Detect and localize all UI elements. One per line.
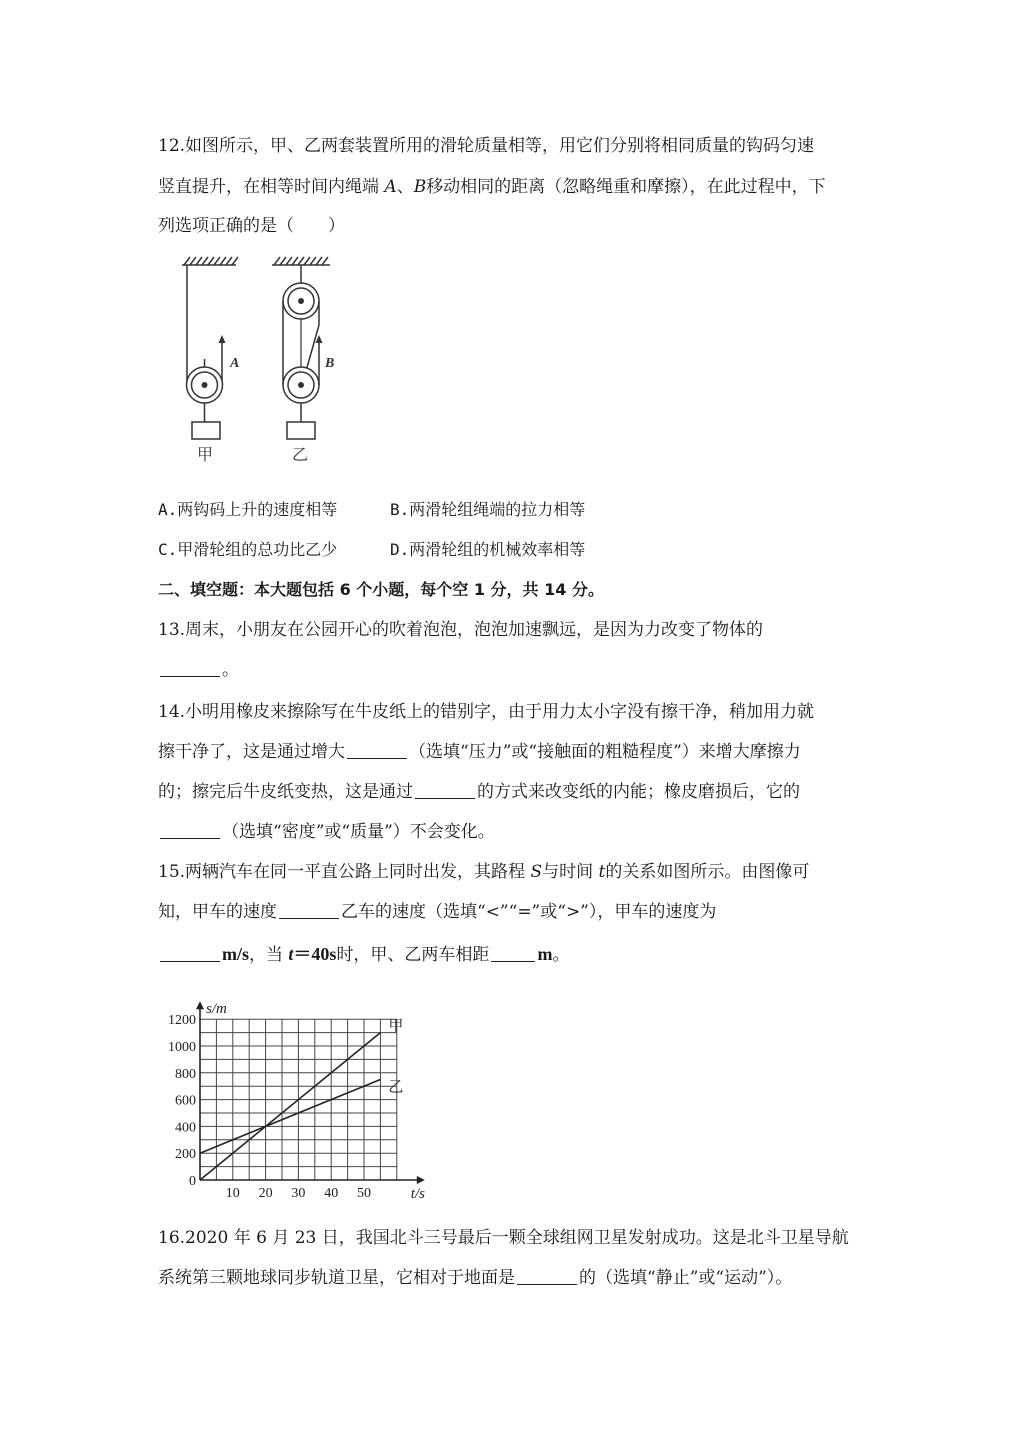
series-label-2: 乙 [388,1079,404,1096]
y-tick-label: 800 [175,1066,196,1082]
q12-var-a: A [384,177,397,197]
label-a: A [230,356,240,371]
q14-line2-b: （选填“压力”或“接触面的粗糙程度”）来增大摩擦力 [409,742,801,762]
q15-line3 [158,942,569,967]
q14-blank-2 [415,782,475,799]
q12-line2-b: 移动相同的距离（忽略绳重和摩擦），在此过程中，下 [426,177,826,197]
q14-line4 [158,820,495,844]
q15-line2-a: 知，甲车的速度 [158,902,277,922]
q12-line3: 列选项正确的是（ ） [158,216,345,236]
pulley-yi-movable [283,367,319,422]
q12-line2-a: 竖直提升，在相等时间内绳端 [158,177,385,197]
ceiling-yi [272,257,330,265]
y-tick-label: 1200 [168,1013,196,1029]
q16-line2 [158,1266,792,1290]
q12-option-c: C.甲滑轮组的总功比乙少 [158,540,338,559]
x-tick-label: 50 [357,1186,371,1201]
caption-jia: 甲 [197,447,214,464]
q15-unit-ms: m/s [222,944,249,964]
series-label-1: 甲 [388,1018,404,1035]
q14-line4-b: （选填“密度”或“质量”）不会变化。 [222,822,495,842]
q12-option-b: B.两滑轮组绳端的拉力相等 [390,500,586,519]
q12-option-a: A.两钩码上升的速度相等 [158,500,338,519]
q12-var-b: B [413,177,427,197]
pulley-yi-fixed [283,283,319,319]
q14-line1: 14.小明用橡皮来擦除写在牛皮纸上的错别字，由于用力太小字没有擦干净，稍加用力就 [158,702,815,722]
label-b: B [325,356,335,371]
q16-line2-b: 的（选填“静止”或“运动”）。 [579,1268,793,1288]
caption-yi: 乙 [292,447,309,464]
q15-line3-a: ，当 [249,945,289,965]
y-tick-label: 1000 [168,1040,196,1055]
q15-var-t2: t [288,944,294,964]
weight-jia [192,422,220,439]
q15-line2 [158,900,716,924]
series-line-1 [200,1033,380,1180]
x-axis-label: t/s [410,1186,425,1202]
q15-line1 [158,860,809,884]
q15-line3-b: 时，甲、乙两车相距 [336,945,490,965]
chart-series [200,1018,403,1180]
x-tick-label: 30 [291,1186,306,1201]
y-tick-label: 400 [175,1120,196,1136]
q15-line2-b: 乙车的速度（选填“<”“=”或“>”），甲车的速度为 [341,902,717,922]
x-tick-label: 40 [324,1186,339,1201]
q13-end: 。 [222,660,239,680]
distance-time-chart [150,985,430,1205]
section-heading: 二、填空题：本大题包括 6 个小题，每个空 1 分，共 14 分。 [158,580,604,599]
q12-line1: 12.如图所示，甲、乙两套装置所用的滑轮质量相等，用它们分别将相同质量的钩码匀速 [158,136,815,156]
q15-line1-b: 与时间 [542,862,599,882]
q14-line2 [158,740,801,764]
q12-line2 [158,175,826,199]
q15-end: 。 [552,945,570,965]
weight-yi [287,422,315,439]
q15-var-t: t [598,862,606,882]
y-axis-label: s/m [206,1001,227,1018]
q15-blank-1 [279,902,339,919]
q12-sep: 、 [396,177,414,197]
q12-option-d: D.两滑轮组的机械效率相等 [390,540,586,559]
q15-unit-m: m [537,944,553,964]
q13-line1: 13.周末，小朋友在公园开心的吹着泡泡，泡泡加速飘远，是因为力改变了物体的 [158,620,764,640]
y-tick-label: 600 [175,1093,196,1109]
q14-line3-a: 的；擦完后牛皮纸变热，这是通过 [158,782,413,802]
series-line-2 [200,1080,380,1154]
y-axis-arrow [196,1001,204,1009]
q13-line2 [158,658,239,682]
x-tick-label: 10 [225,1186,240,1201]
ceiling-jia [182,257,238,265]
pulley-figure [170,255,350,470]
q13-blank [160,660,220,677]
q15-blank-3 [491,945,535,962]
chart-ticks [168,1013,371,1201]
q16-line1: 16.2020 年 6 月 23 日，我国北斗三号最后一颗全球组网卫星发射成功。这是北斗卫星导航 [158,1228,849,1248]
q14-blank-3 [160,822,220,839]
q14-line2-a: 擦干净了，这是通过增大 [158,742,345,762]
q16-blank [517,1268,577,1285]
q14-line3-b: 的方式来改变纸的内能；橡皮磨损后，它的 [477,782,800,802]
q15-line1-a: 15.两辆汽车在同一平直公路上同时出发，其路程 [158,862,531,882]
pulley-jia [187,359,223,422]
q14-blank-1 [347,742,407,759]
q15-line1-c: 的关系如图所示。由图像可 [605,862,810,882]
x-tick-label: 20 [258,1186,273,1201]
q15-var-s: S [530,862,543,882]
y-tick-label: 200 [175,1147,196,1163]
q16-line2-a: 系统第三颗地球同步轨道卫星，它相对于地面是 [158,1268,515,1288]
x-axis-arrow [417,1176,425,1184]
q14-line3 [158,780,800,804]
q15-blank-2 [160,945,220,962]
q15-eq: ＝40s [293,944,337,964]
y-tick-label: 0 [189,1174,196,1189]
